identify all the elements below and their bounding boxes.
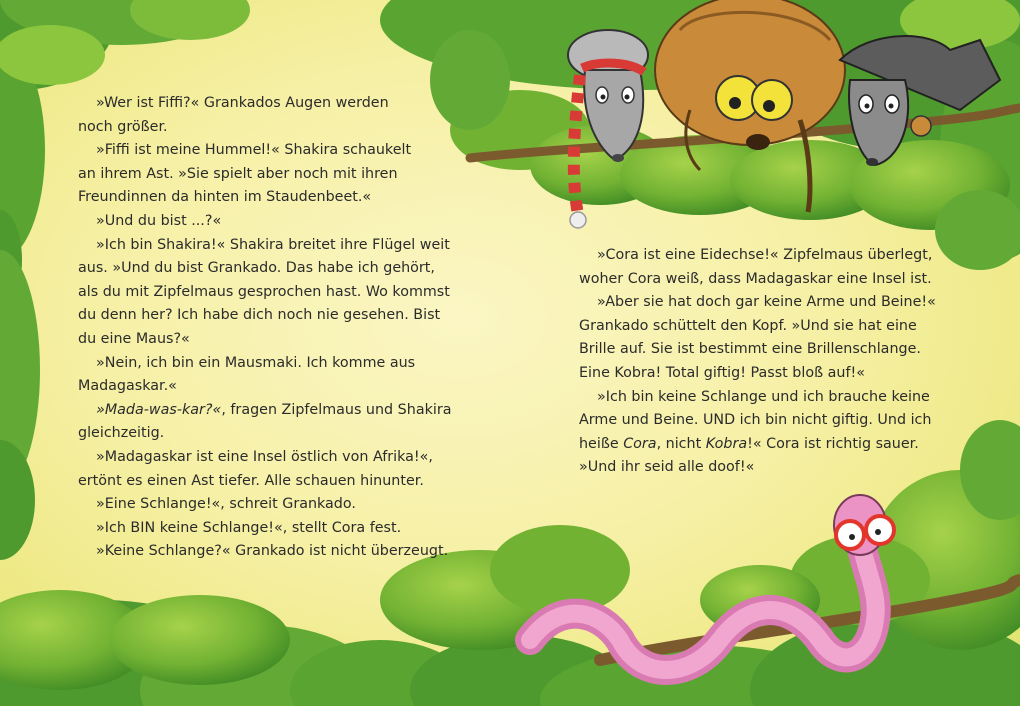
text-segment: noch größer. [78,118,168,135]
text-segment: »Nein, ich bin ein Mausmaki. Ich komme aus [96,354,416,371]
text-segment: gleichzeitig. [78,425,165,442]
text-segment: als du mit Zipfelmaus gesprochen hast. Wo kommst [78,283,450,300]
text-segment: , nicht [656,435,706,452]
text-segment: »Aber sie hat doch gar keine Arme und Beine!« [597,294,936,311]
text-segment: woher Cora weiß, dass Madagaskar eine Insel ist. [579,270,932,287]
text-column-left [78,92,450,564]
text-segment: du denn her? Ich habe dich noch nie gesehen. Bist [78,307,441,324]
text-line [78,186,450,210]
text-segment: !« Cora ist richtig sauer. [747,435,919,452]
text-segment: heiße [579,435,624,452]
text-segment: »Wer ist Fiffi?« Grankados Augen werden [96,95,389,111]
text-line [78,375,450,399]
text-line [579,315,951,339]
text-segment: Eine Kobra! Total giftig! Passt bloß auf!« [579,364,865,381]
text-line [78,163,450,187]
text-line [579,386,951,410]
text-segment: »Ich bin Shakira!« Shakira breitet ihre Flügel weit [96,236,450,253]
text-segment: »Madagaskar ist eine Insel östlich von Afrika!«, [96,448,433,465]
text-segment: Freundinnen da hinten im Staudenbeet.« [78,189,372,206]
text-line [78,234,450,258]
text-line [78,257,450,281]
text-segment: , fragen Zipfelmaus und Shakira [221,401,452,418]
text-segment: Brille auf. Sie ist bestimmt eine Brillenschlange. [579,341,921,358]
text-segment: du eine Maus?« [78,330,190,347]
text-line [78,139,450,163]
text-column-right [579,244,951,480]
text-segment: »Keine Schlange?« Grankado ist nicht überzeugt. [96,543,449,560]
text-segment: »Und ihr seid alle doof!« [579,459,755,476]
text-line [78,540,450,564]
text-segment: »Und du bist ...?« [96,212,222,229]
text-line [579,244,951,268]
tiny-owl-icon [911,116,931,136]
text-line [78,422,450,446]
text-line [78,116,450,140]
text-segment: ertönt es einen Ast tiefer. Alle schauen hinunter. [78,472,424,489]
text-line [579,456,951,480]
text-line [78,92,450,116]
text-segment: »Ich BIN keine Schlange!«, stellt Cora fest. [96,519,402,536]
text-line [78,328,450,352]
text-line [579,362,951,386]
text-segment: »Fiffi ist meine Hummel!« Shakira schaukelt [96,142,412,159]
italic-text: Cora [623,435,657,452]
text-line [78,470,450,494]
text-line [579,291,951,315]
italic-text: Kobra [705,435,748,452]
text-segment: »Ich bin keine Schlange und ich brauche keine [597,388,930,405]
text-line [579,338,951,362]
italic-text: »Mada-was-kar?« [96,401,222,418]
text-line [78,399,450,423]
text-line [78,493,450,517]
text-segment: Arme und Beine. UND ich bin nicht giftig. Und ich [579,412,932,429]
text-segment: Grankado schüttelt den Kopf. »Und sie hat eine [579,317,917,334]
text-line [78,281,450,305]
text-line [579,268,951,292]
text-line [78,446,450,470]
text-line [579,409,951,433]
text-line [78,352,450,376]
text-segment: »Cora ist eine Eidechse!« Zipfelmaus überlegt, [597,247,933,263]
text-segment: Madagaskar.« [78,378,177,395]
text-segment: an ihrem Ast. »Sie spielt aber noch mit ihren [78,165,398,182]
text-segment: aus. »Und du bist Grankado. Das habe ich gehört, [78,260,435,277]
text-line [78,517,450,541]
foliage-left-icon [0,250,40,560]
text-line [78,210,450,234]
text-line [579,433,951,457]
text-segment: »Eine Schlange!«, schreit Grankado. [96,496,356,513]
text-line [78,304,450,328]
